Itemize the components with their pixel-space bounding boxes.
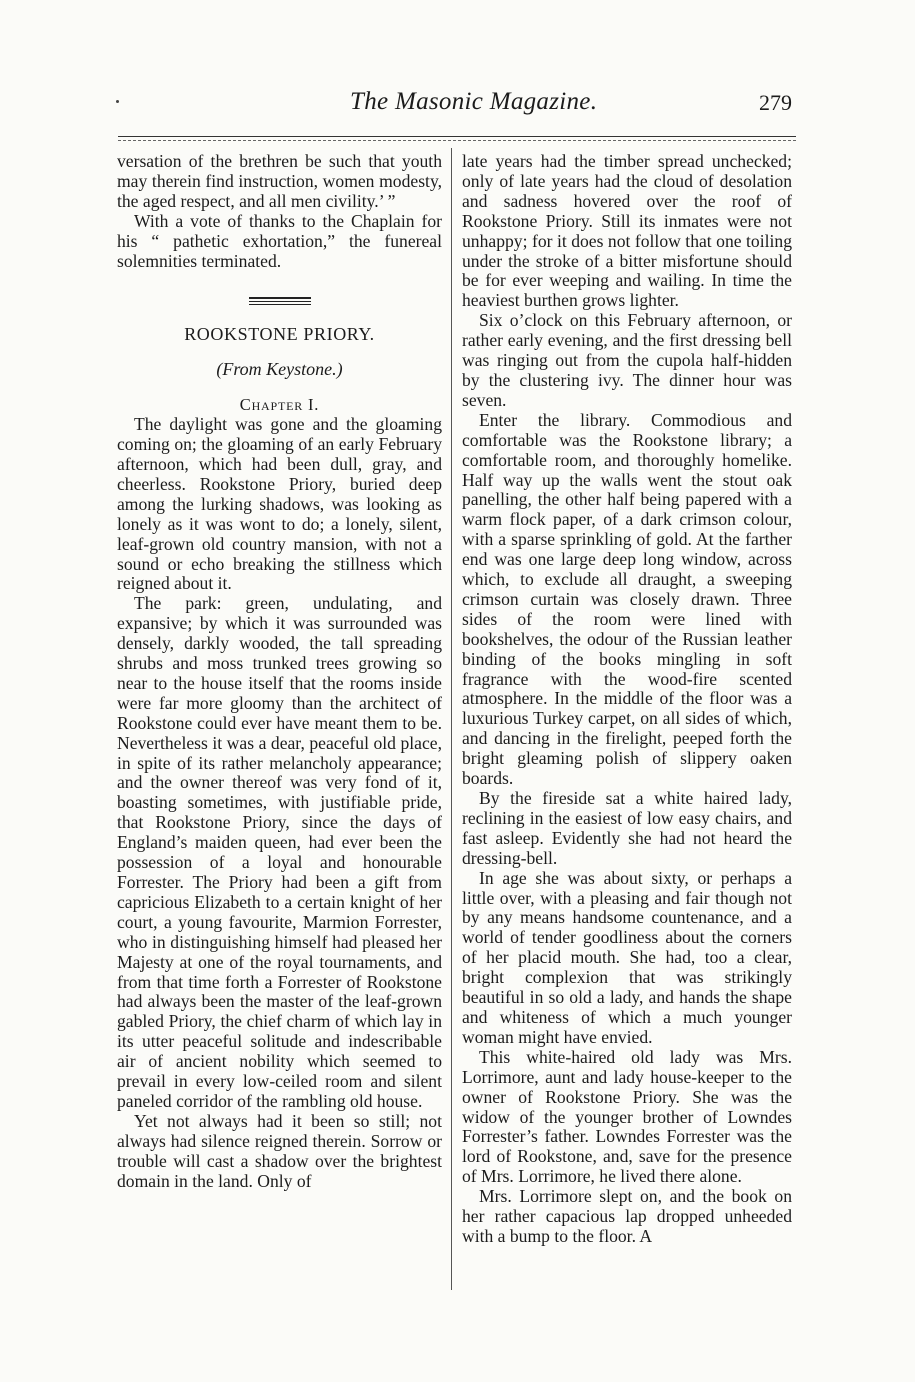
paragraph: late years had the timber spread unchecked; only of late years had the cloud of desolation and sadness hovered over the roof of Rookstone Priory. Still its inmates were not unhappy; for it does not follow that one toiling under the stroke of a bitter misfortune should be for ever weeping and wailing. In time the heaviest burthen grows lighter. <box>462 151 792 311</box>
paragraph: This white-haired old lady was Mrs. Lorrimore, aunt and lady house-keeper to the owner of Rookstone Priory. She was the widow of the younger brother of Lowndes Forrester’s father. Lowndes Forrester was the lord of Rookstone, and, save for the presence of Mrs. Lorrimore, he lived there alone. <box>462 1046 792 1187</box>
paragraph: The daylight was gone and the gloaming coming on; the gloaming of an early February afternoon, which had been dull, gray, and cheerless. Rookstone Priory, buried deep among the lurking shadows, was looking as lonely as it was wont to do; a lonely, silent, leaf-grown old country mansion, with not a sound or echo breaking the stillness which reigned about it. <box>117 414 442 594</box>
paragraph: versation of the brethren be such that youth may therein find instruction, women modesty, the aged respect, and all men civility.’ ” <box>117 151 442 211</box>
magazine-title: The Masonic Magazine. <box>350 88 598 115</box>
left-column <box>117 152 442 1192</box>
paragraph: By the fireside sat a white haired lady, reclining in the easiest of low easy chairs, and fast asleep. Evidently she had not heard the dressing-bell. <box>462 788 792 868</box>
header-rule <box>118 136 796 137</box>
paragraph: Six o’clock on this February afternoon, or rather early evening, and the first dressing bell was ringing out from the cupola half-hidden by the clustering ivy. The dinner hour was seven. <box>462 310 792 410</box>
chapter-heading: Chapter I. <box>239 395 320 415</box>
header-rule-secondary <box>118 140 796 141</box>
page-header <box>118 84 796 118</box>
page-number: 279 <box>759 90 792 115</box>
paragraph: With a vote of thanks to the Chaplain for his “ pathetic exhortation,” the funereal solemnities terminated. <box>117 210 442 271</box>
paragraph: The park: green, undulating, and expansive; by which it was surrounded was densely, darkly wooded, the tall spreading shrubs and moss trunked trees growing so near to the house itself that the rooms inside were far more gloomy than the architect of Rookstone could ever have meant them to be. Nevertheless it was a dear, peaceful old place, in spite of its rather melancholy appearance; and the owner thereof was very fond of it, boasting sometimes, with justifiable pride, that Rookstone Priory, since the days of England’s maiden queen, had ever been the possession of a loyal and honourable Forrester. The Priory had been a gift from capricious Elizabeth to a certain knight of her court, a young favourite, Marmion Forrester, who in distinguishing himself had pleased her Majesty at one of the royal tournaments, and from that time forth a Forrester of Rookstone had always been the master of the leaf-grown gabled Priory, the chief charm of which lay in its utter peaceful solitude and indescribable air of ancient nobility which seemed to prevail in every low-ceiled room and silent paneled corridor of the rambling old house. <box>117 593 442 1111</box>
column-divider <box>451 148 452 1290</box>
right-column <box>462 152 792 1247</box>
article-title: ROOKSTONE PRIORY. <box>184 324 375 345</box>
paragraph: Mrs. Lorrimore slept on, and the book on her rather capacious lap dropped unheeded with a bump to the floor. A <box>462 1186 792 1246</box>
section-divider-ornament <box>249 297 311 305</box>
paragraph: Enter the library. Commodious and comfortable was the Rookstone library; a comfortable room, and thoroughly homelike. Half way up the walls went the stout oak panelling, the other half being papered with a warm flock paper, of a dark crimson colour, with a sparse sprinkling of gold. At the farther end was one large deep long window, across which, to exclude all draught, a sweeping crimson curtain was closely drawn. Three sides of the room were lined with bookshelves, the odour of the Russian leather binding of the books mingling in soft fragrance with the wood-fire scented atmosphere. In the middle of the floor was a luxurious Turkey carpet, on all sides of which, and dancing in the firelight, peeped forth the bright gleaming polish of slippery oaken boards. <box>462 409 792 789</box>
paragraph: In age she was about sixty, or perhaps a little over, with a pleasing and fair though not by any means handsome countenance, and a world of tender goodliness about the corners of her placid mouth. She had, too a clear, bright complexion that was strikingly beautiful in so old a lady, and hands the shape and whiteness of which a much younger woman might have envied. <box>462 867 792 1047</box>
article-source: (From Keystone.) <box>216 359 343 380</box>
ink-speck <box>116 100 119 103</box>
paragraph: Yet not always had it been so still; not always had silence reigned therein. Sorrow or trouble will cast a shadow over the brightest domain in the land. Only of <box>117 1110 442 1191</box>
